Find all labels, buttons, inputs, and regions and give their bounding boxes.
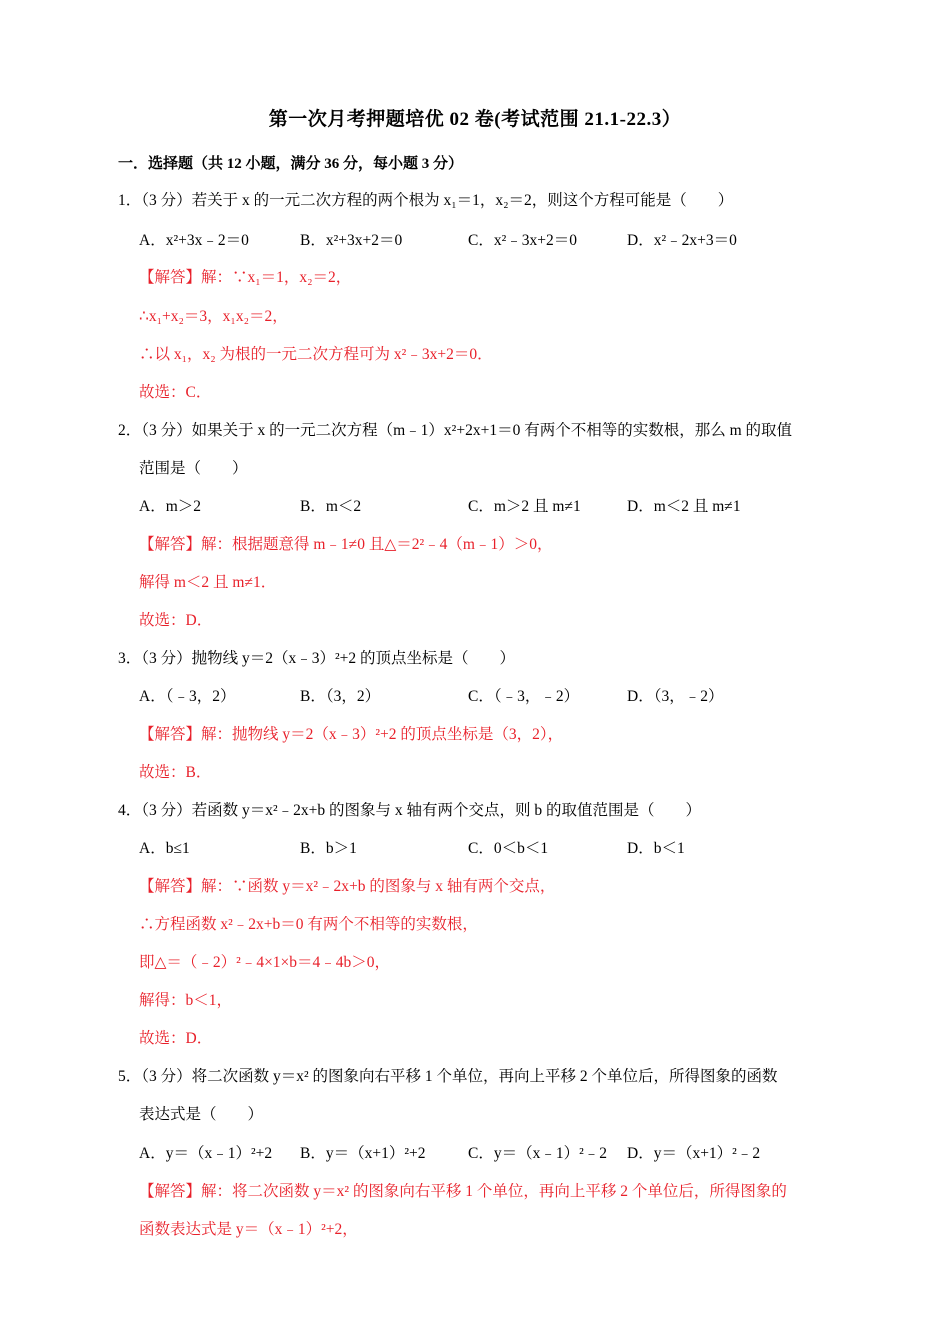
q1-answer-line: 故选：C． [139,384,212,401]
q3-option-d: D．（3，﹣2） [627,688,724,705]
question-4-stem: 4．（3 分）若函数 y＝x²﹣2x+b 的图象与 x 轴有两个交点，则 b 的取值范围是（ ） [118,802,702,819]
question-2-stem: 2．（3 分）如果关于 x 的一元二次方程（m﹣1）x²+2x+1＝0 有两个不相等的实数根，那么 m 的取值 [118,422,792,439]
q1-answer-line: 【解答】解：∵x₁＝1，x₂＝2， [139,269,352,286]
q5-option-a: A．y＝（x﹣1）²+2 [139,1145,273,1162]
q1-option-a: A．x²+3x﹣2＝0 [139,232,249,249]
q2-answer-line: 故选：D． [139,612,213,629]
page-title: 第一次月考押题培优 02 卷(考试范围 21.1-22.3） [268,109,682,130]
q3-option-b: B．（3，2） [300,688,381,705]
q4-answer-line: 故选：D． [139,1030,213,1047]
q4-option-c: C．0＜b＜1 [468,840,549,857]
q2-answer-line: 解得 m＜2 且 m≠1． [139,574,277,591]
q1-answer-line: ∴以 x₁，x₂ 为根的一元二次方程可为 x²﹣3x+2＝0． [139,346,493,363]
q4-option-d: D．b＜1 [627,840,685,857]
question-5-stem-cont: 表达式是（ ） [139,1106,264,1123]
question-1-stem: 1．（3 分）若关于 x 的一元二次方程的两个根为 x₁＝1，x₂＝2，则这个方程可能是（ ） [118,192,734,209]
question-2-stem-cont: 范围是（ ） [139,460,248,477]
q4-option-a: A．b≤1 [139,840,190,857]
q4-answer-line: 即△＝（﹣2）²﹣4×1×b＝4﹣4b＞0， [139,954,391,971]
q5-option-d: D．y＝（x+1）²﹣2 [627,1145,761,1162]
q5-answer-line: 函数表达式是 y＝（x﹣1）²+2， [139,1221,358,1238]
q5-answer-line: 【解答】解：将二次函数 y＝x² 的图象向右平移 1 个单位，再向上平移 2 个单位后，所得图象的 [139,1183,787,1200]
q5-option-b: B．y＝（x+1）²+2 [300,1145,426,1162]
q3-option-a: A．（﹣3，2） [139,688,236,705]
q2-option-a: A．m＞2 [139,498,202,515]
q4-option-b: B．b＞1 [300,840,357,857]
q1-option-b: B．x²+3x+2＝0 [300,232,403,249]
q1-option-c: C．x²﹣3x+2＝0 [468,232,577,249]
q2-option-d: D．m＜2 且 m≠1 [627,498,741,515]
q1-answer-line: ∴x₁+x₂＝3，x₁x₂＝2， [139,308,288,325]
question-5-stem: 5．（3 分）将二次函数 y＝x² 的图象向右平移 1 个单位，再向上平移 2 个单位后，所得图象的函数 [118,1068,778,1085]
q2-option-c: C．m＞2 且 m≠1 [468,498,581,515]
q2-answer-line: 【解答】解：根据题意得 m﹣1≠0 且△＝2²﹣4（m﹣1）＞0， [139,536,553,553]
q1-option-d: D．x²﹣2x+3＝0 [627,232,737,249]
q4-answer-line: 【解答】解：∵函数 y＝x²﹣2x+b 的图象与 x 轴有两个交点， [139,878,556,895]
q4-answer-line: 解得：b＜1， [139,992,233,1009]
section-heading: 一．选择题（共 12 小题，满分 36 分，每小题 3 分） [118,156,464,172]
q3-option-c: C．（﹣3，﹣2） [468,688,580,705]
question-3-stem: 3．（3 分）抛物线 y＝2（x﹣3）²+2 的顶点坐标是（ ） [118,650,516,667]
q5-option-c: C．y＝（x﹣1）²﹣2 [468,1145,607,1162]
q2-option-b: B．m＜2 [300,498,362,515]
q3-answer-line: 【解答】解：抛物线 y＝2（x﹣3）²+2 的顶点坐标是（3，2）， [139,726,564,743]
q4-answer-line: ∴方程函数 x²﹣2x+b＝0 有两个不相等的实数根， [139,916,478,933]
q3-answer-line: 故选：B． [139,764,212,781]
